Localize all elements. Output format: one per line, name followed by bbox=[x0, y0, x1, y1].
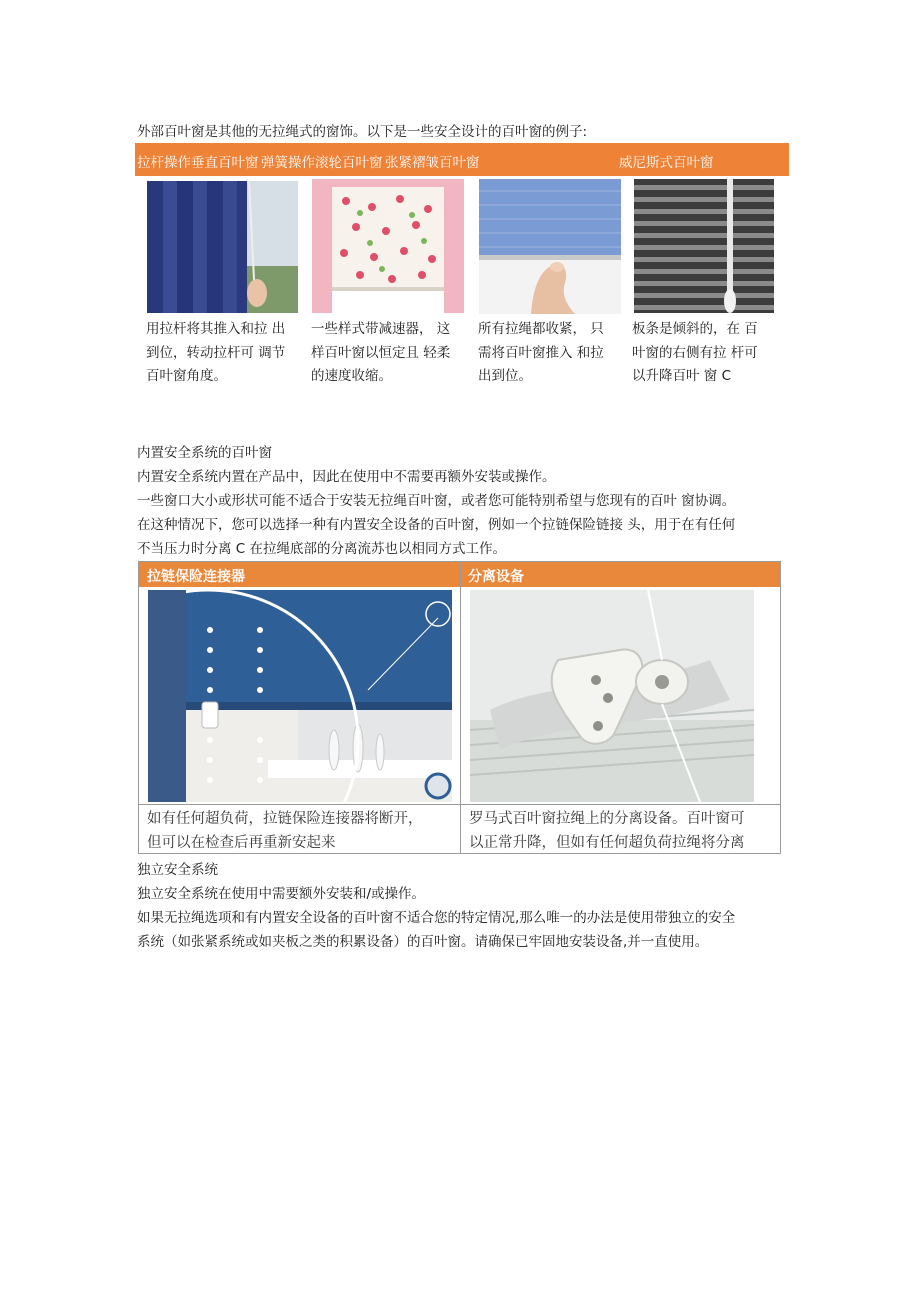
caption-venetian-blind: 板条是倾斜的，在 百 叶窗的右侧有拉 杆可 以升降百叶 窗 C bbox=[632, 321, 758, 384]
section-title-independent: 独立安全系统 bbox=[137, 862, 218, 878]
blind-types-header bbox=[135, 143, 789, 176]
header-chain-connector: 拉链保险连接器 bbox=[147, 569, 245, 585]
safety-device-table bbox=[138, 561, 781, 854]
section-title-built-in: 内置安全系统的百叶窗 bbox=[137, 445, 272, 461]
header-roller-blind: 弹簧操作滚轮百叶窗 bbox=[261, 155, 383, 171]
caption-breakaway-device: 罗马式百叶窗拉绳上的分离设备。百叶窗可 以正常升降，但如有任何超负荷拉绳将分离 bbox=[469, 811, 745, 851]
header-pleated-blind: 张紧褶皱百叶窗 bbox=[385, 155, 480, 171]
chain-connector-photo bbox=[148, 590, 452, 802]
column-divider bbox=[460, 562, 461, 853]
roller-blind-photo bbox=[312, 179, 464, 313]
paragraph-line: 如果无拉绳选项和有内置安全设备的百叶窗不适合您的特定情况,那么唯一的办法是使用带独立的安全 bbox=[137, 910, 736, 926]
caption-chain-connector: 如有任何超负荷，拉链保险连接器将断开， 但可以在检查后再重新安起来 bbox=[147, 811, 423, 851]
pleated-blind-photo bbox=[479, 179, 621, 314]
paragraph-line: 系统（如张紧系统或如夹板之类的积累设备）的百叶窗。请确保已牢固地安装设备,并一直使用。 bbox=[137, 934, 709, 950]
paragraph-line: 不当压力时分离 C 在拉绳底部的分离流苏也以相同方式工作。 bbox=[137, 541, 507, 557]
header-vertical-blind: 拉杆操作垂直百叶窗 bbox=[137, 155, 259, 171]
paragraph-line: 一些窗口大小或形状可能不适合于安装无拉绳百叶窗，或者您可能特别希望与您现有的百叶 窗协调。 bbox=[137, 493, 736, 509]
paragraph-line: 内置安全系统内置在产品中，因此在使用中不需要再额外安装或操作。 bbox=[137, 469, 556, 485]
caption-pleated-blind: 所有拉绳都收紧， 只 需将百叶窗推入 和拉 出到位。 bbox=[478, 321, 604, 384]
caption-vertical-blind: 用拉杆将其推入和拉 出 到位，转动拉杆可 调节 百叶窗角度。 bbox=[146, 321, 286, 384]
intro-text: 外部百叶窗是其他的无拉绳式的窗饰。以下是一些安全设计的百叶窗的例子: bbox=[137, 124, 588, 140]
header-breakaway-device: 分离设备 bbox=[468, 569, 524, 585]
paragraph-line: 在这种情况下，您可以选择一种有内置安全设备的百叶窗，例如一个拉链保险链接 头，用于在有任何 bbox=[137, 517, 736, 533]
row-divider bbox=[139, 804, 780, 805]
vertical-blind-photo bbox=[147, 181, 298, 313]
breakaway-device-photo bbox=[470, 590, 754, 802]
header-venetian-blind: 威尼斯式百叶窗 bbox=[619, 155, 714, 171]
paragraph-line: 独立安全系统在使用中需要额外安装和/或操作。 bbox=[137, 886, 426, 902]
caption-roller-blind: 一些样式带减速器， 这 样百叶窗以恒定且 轻柔 的速度收缩。 bbox=[311, 321, 451, 384]
venetian-blind-photo bbox=[634, 179, 774, 313]
